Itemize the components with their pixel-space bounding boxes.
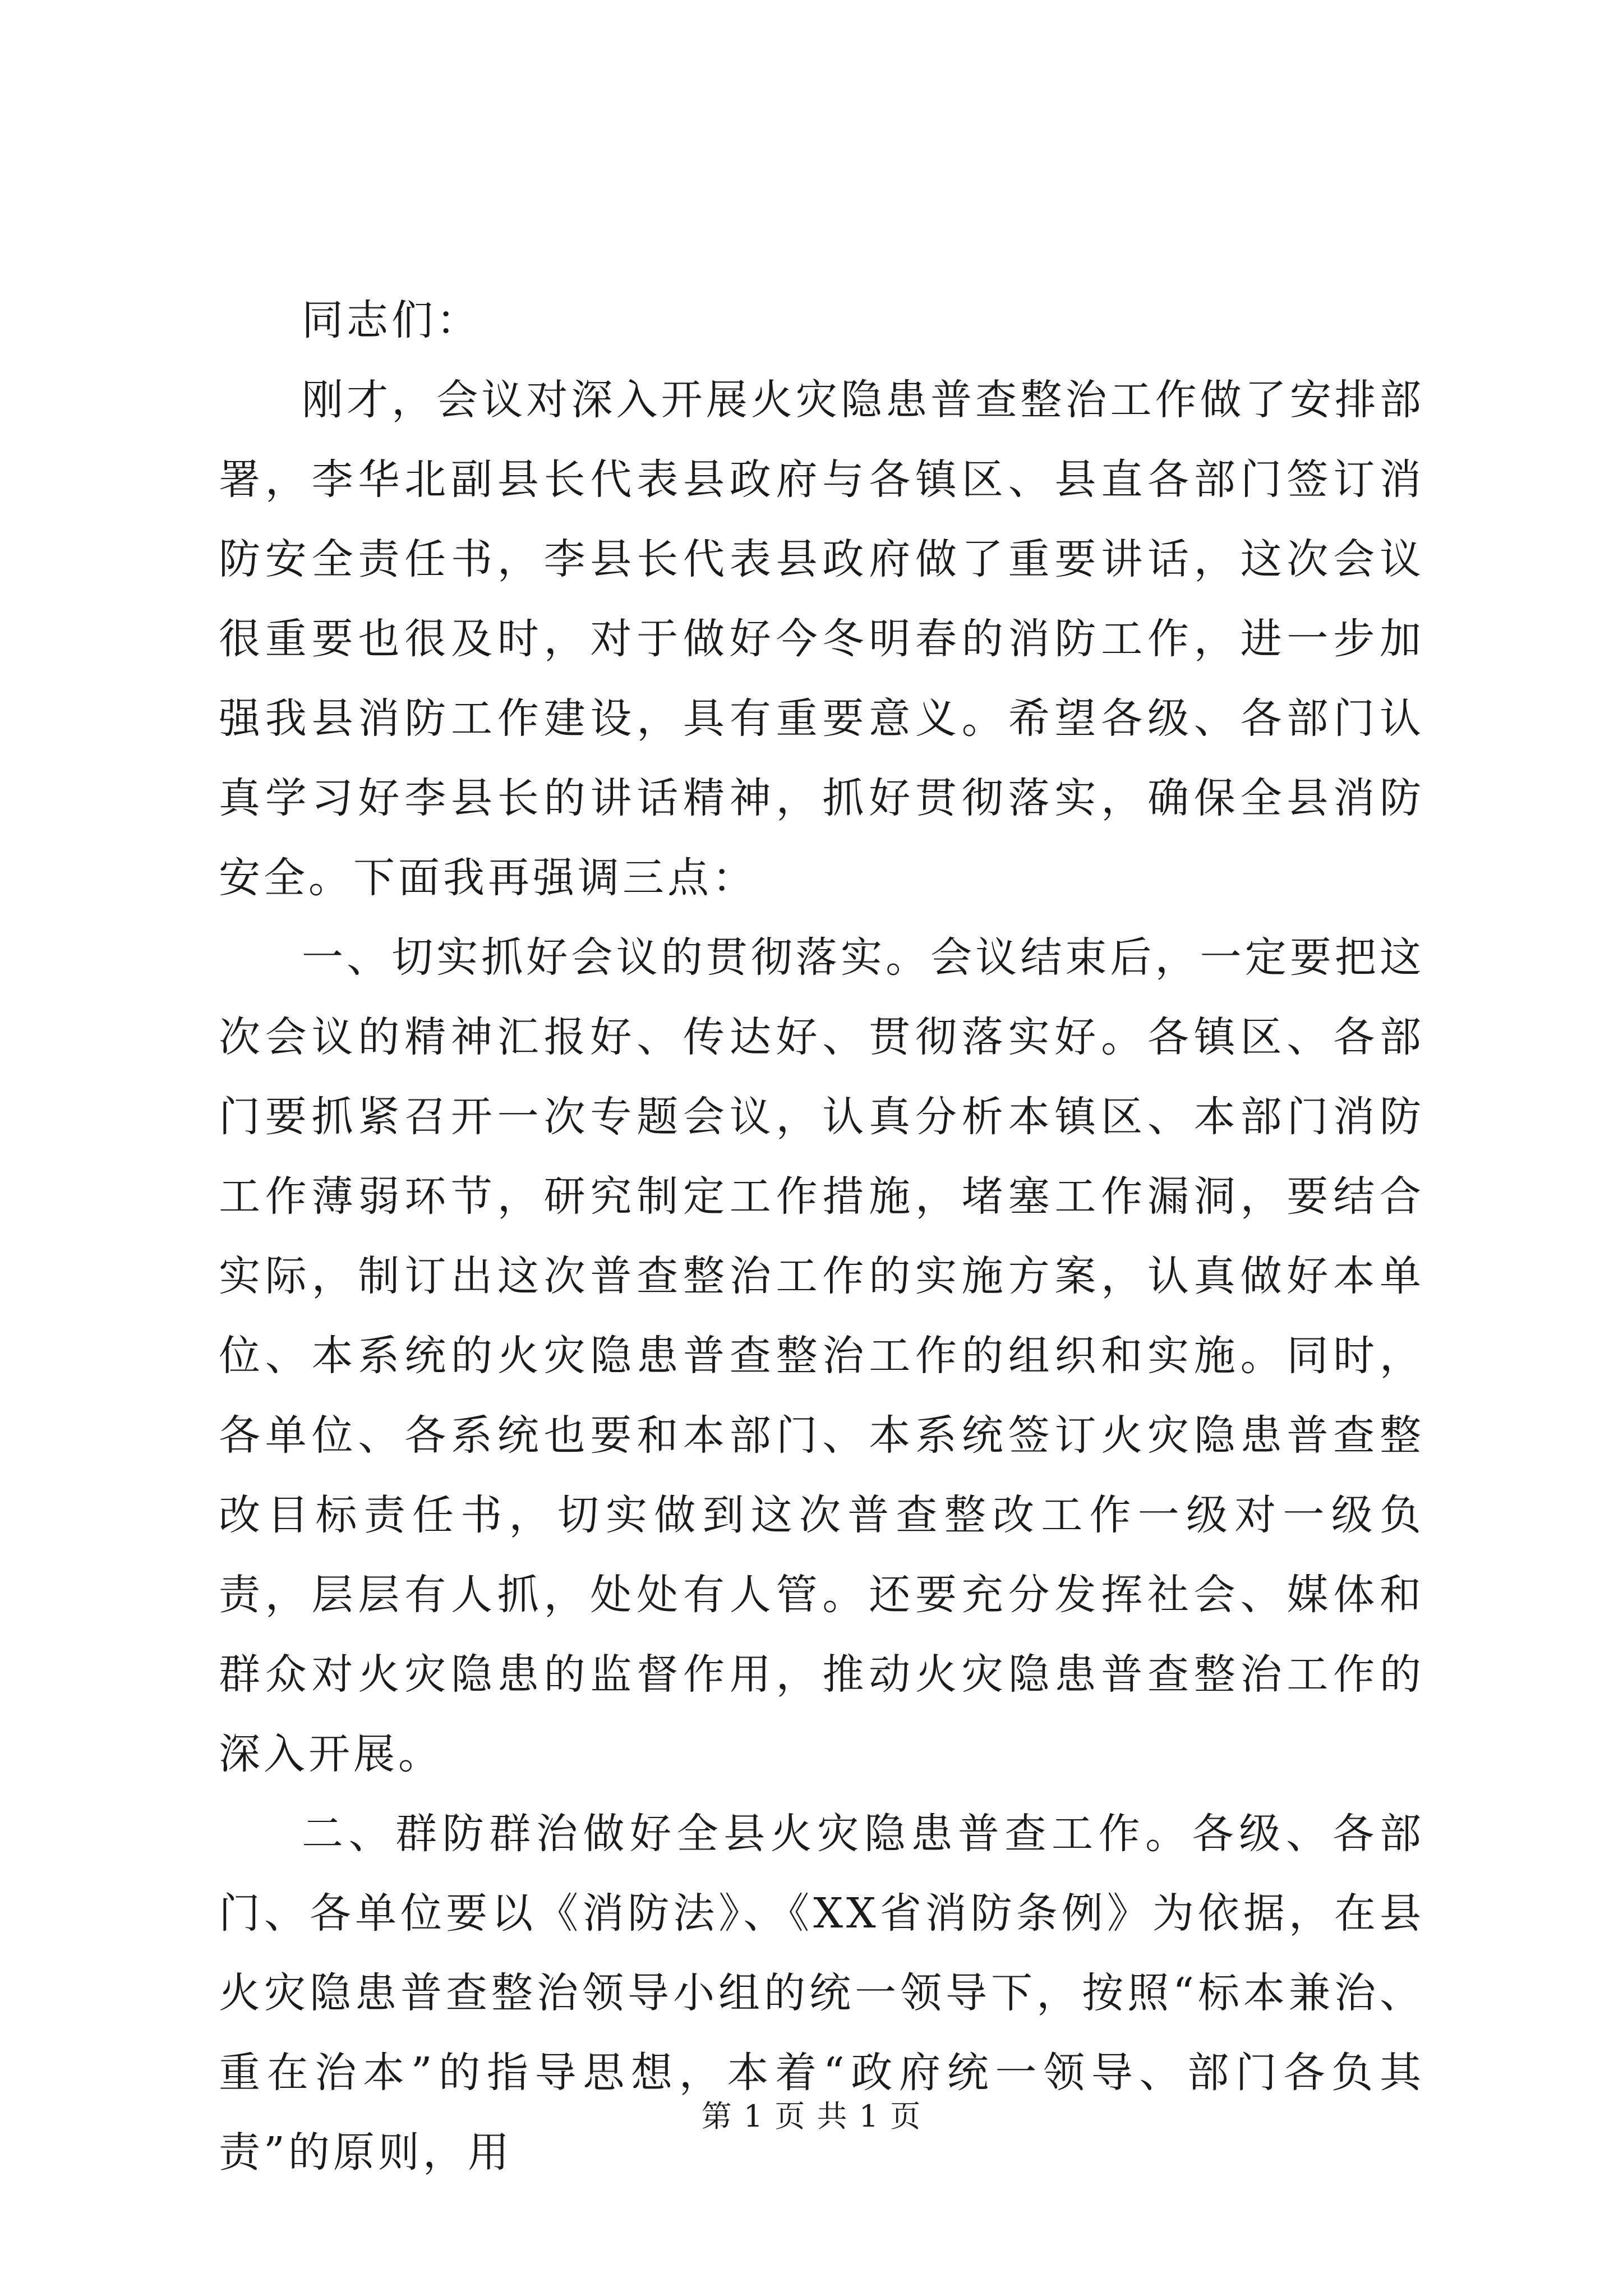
paragraph-intro: 刚才，会议对深入开展火灾隐患普查整治工作做了安排部署，李华北副县长代表县政府与各镇区、县直各部门签订消防安全责任书，李县长代表县政府做了重要讲话，这次会议很重要也很及时，对于做好今冬明春的消防工作，进一步加强我县消防工作建设，具有重要意义。希望各级、各部门认真学习好李县长的讲话精神，抓好贯彻落实，确保全县消防安全。下面我再强调三点： — [219, 376, 1424, 902]
salutation: 同志们： — [302, 296, 481, 344]
paragraph-point-one: 一、切实抓好会议的贯彻落实。会议结束后，一定要把这次会议的精神汇报好、传达好、贯彻落实好。各镇区、各部门要抓紧召开一次专题会议，认真分析本镇区、本部门消防工作薄弱环节，研究制定工作措施，堵塞工作漏洞，要结合实际，制订出这次普查整治工作的实施方案，认真做好本单位、本系统的火灾隐患普查整治工作的组织和实施。同时，各单位、各系统也要和本部门、本系统签订火灾隐患普查整改目标责任书，切实做到这次普查整改工作一级对一级负责，层层有人抓，处处有人管。还要充分发挥社会、媒体和群众对火灾隐患的监督作用，推动火灾隐患普查整治工作的深入开展。 — [219, 933, 1424, 1778]
document-body — [219, 280, 1424, 2192]
page-footer: 第 1 页 共 1 页 — [701, 2099, 922, 2134]
paragraph-point-two: 二、群防群治做好全县火灾隐患普查工作。各级、各部门、各单位要以《消防法》、《XX省消防条例》为依据，在县火灾隐患普查整治领导小组的统一领导下，按照“标本兼治、重在治本”的指导思想，本着“政府统一领导、部门各负其责”的原则，用 — [219, 1810, 1424, 2177]
